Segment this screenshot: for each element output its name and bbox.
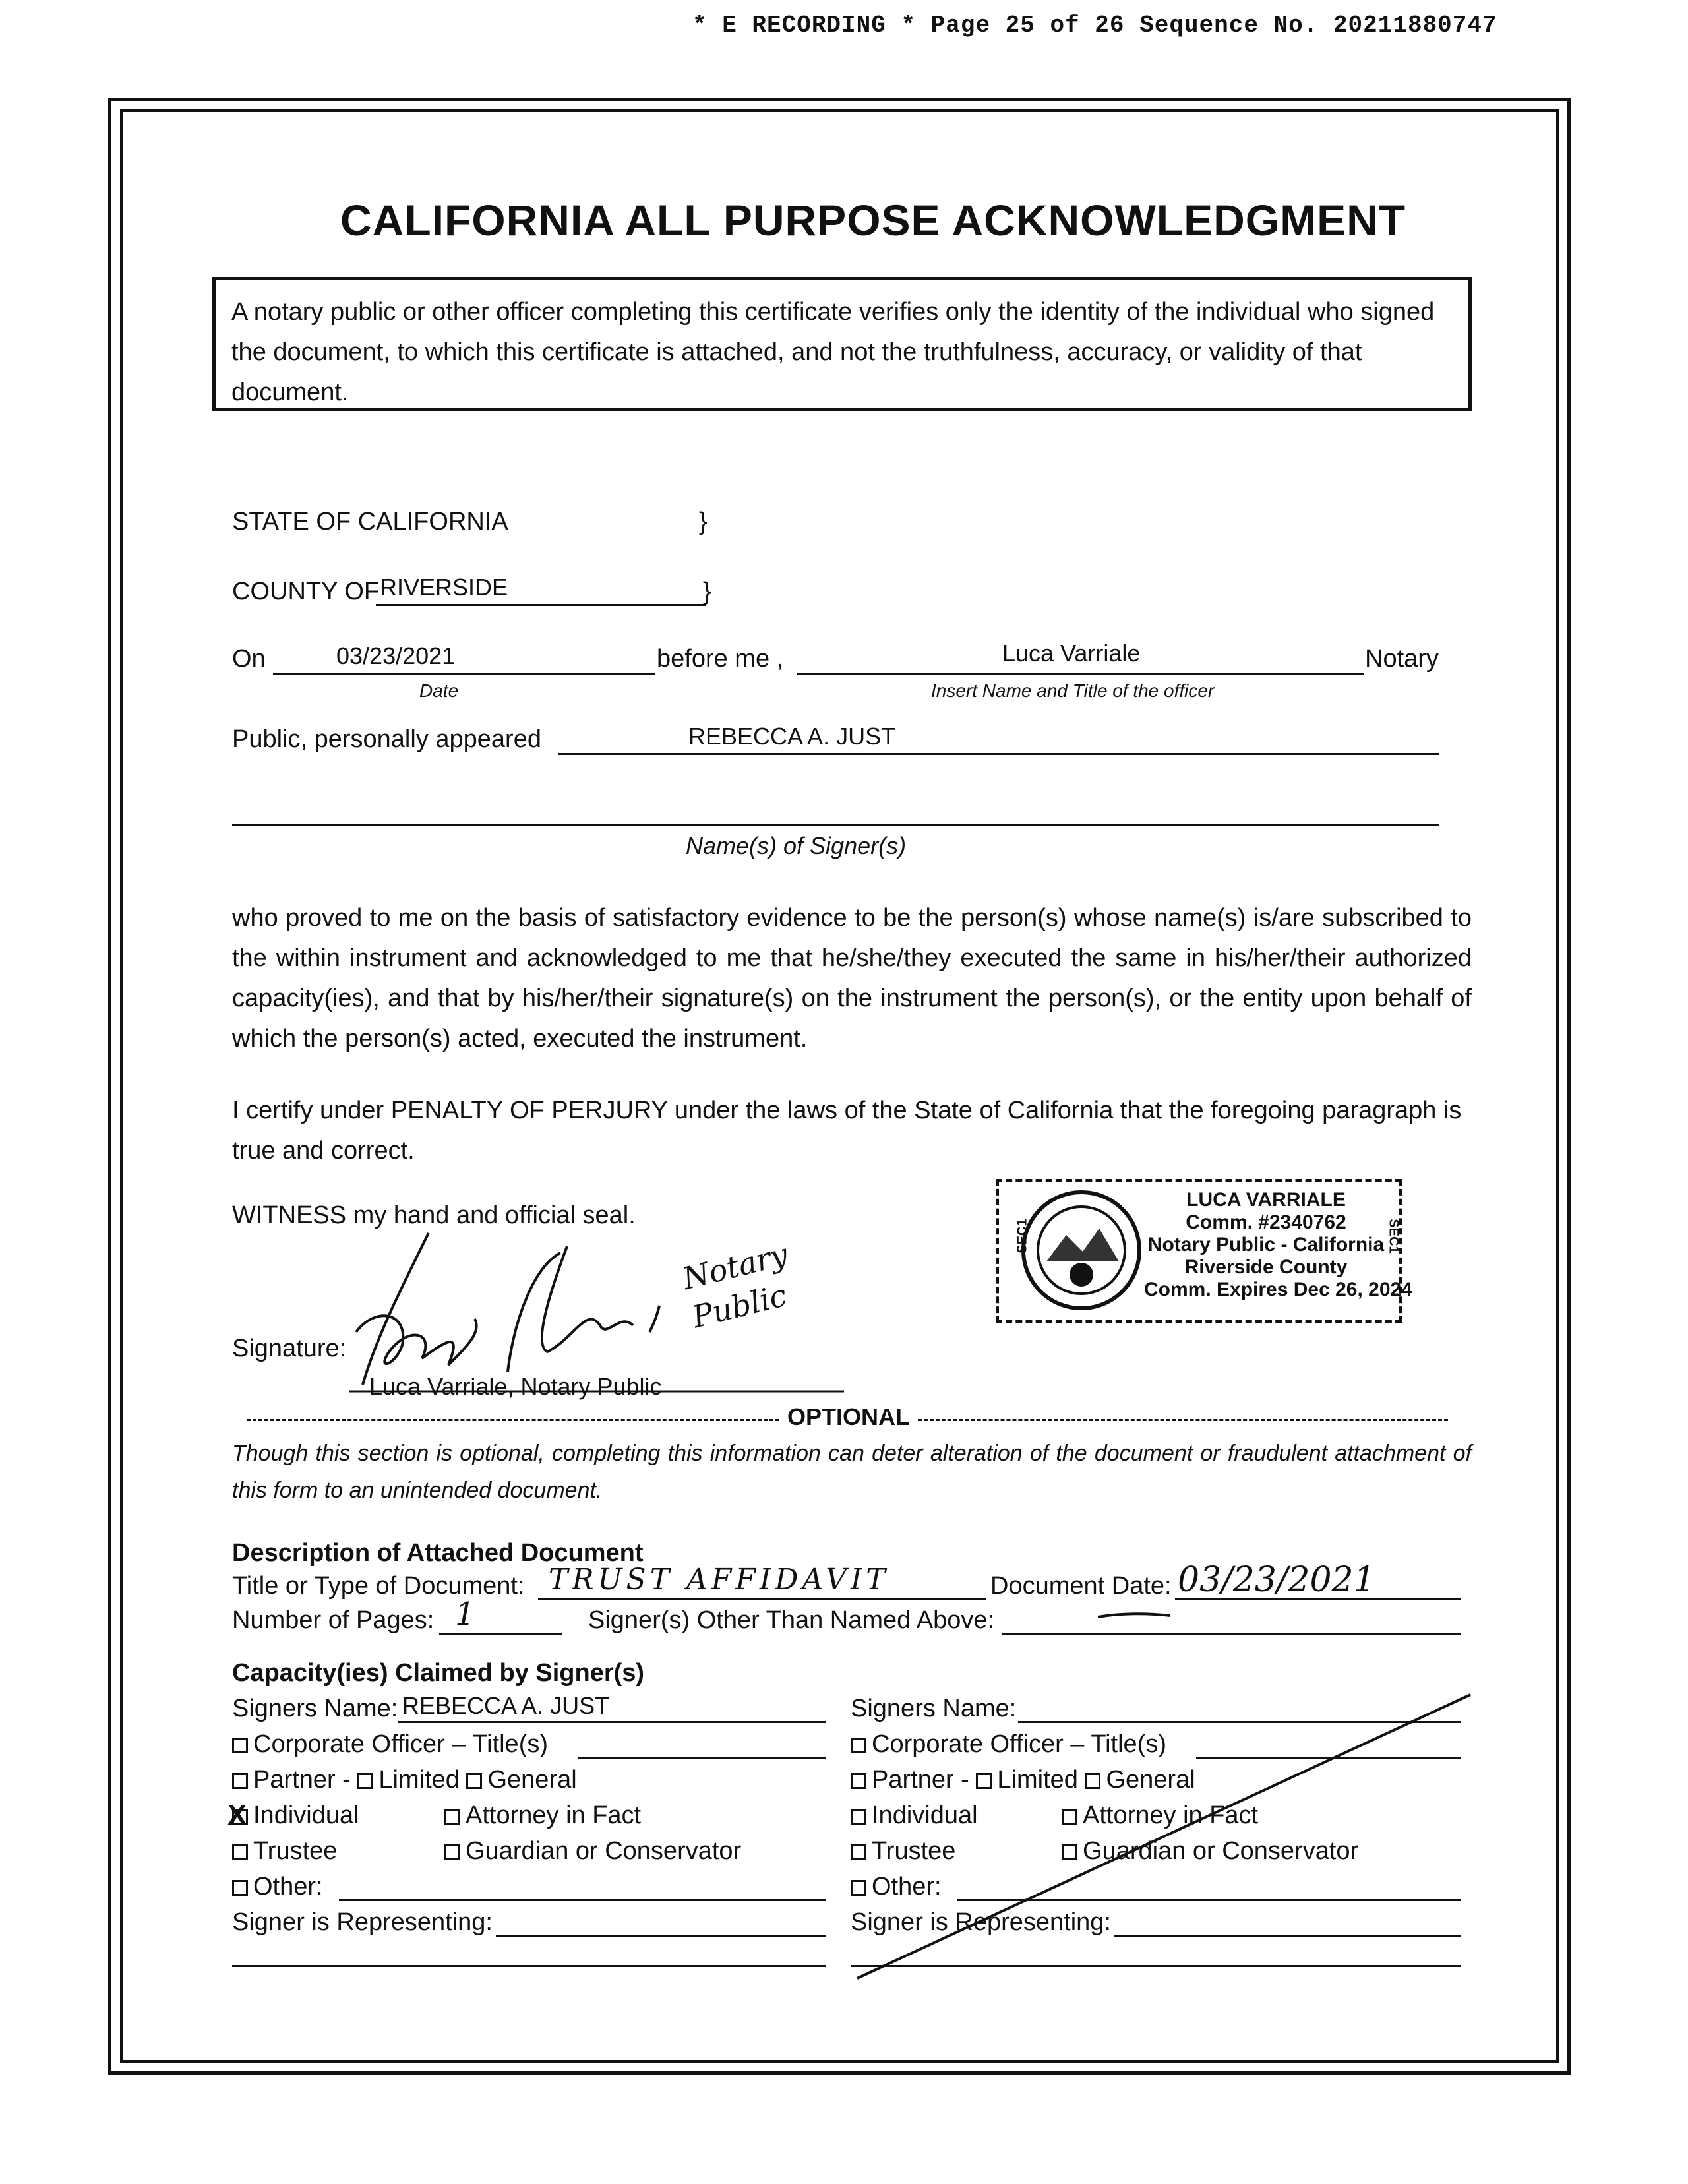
- right-corporate-officer[interactable]: Corporate Officer – Title(s): [851, 1730, 1166, 1759]
- date-line: [273, 673, 655, 675]
- left-other[interactable]: Other:: [232, 1873, 323, 1901]
- officer-value[interactable]: Luca Varriale: [1002, 640, 1141, 667]
- stamp-title: Notary Public - California: [1147, 1234, 1385, 1256]
- witness-label: WITNESS my hand and official seal.: [232, 1201, 636, 1229]
- left-representing-line: [496, 1935, 826, 1937]
- stamp-expires: Comm. Expires Dec 26, 2024: [1144, 1279, 1412, 1300]
- on-label: On: [232, 645, 266, 673]
- right-attorney[interactable]: Attorney in Fact: [1062, 1802, 1258, 1830]
- pages-line: [439, 1633, 562, 1635]
- proof-paragraph: who proved to me on the basis of satisfactory evidence to be the person(s) whose name(s) is/are subscribed to the within instrument and acknowledged to me that he/she/they executed the same in his/her/their authorized capacity(ies), and that by his/her/their signature(s) on the instrument the person(s), or the entity upon behalf of which the person(s) acted, executed the instrument.: [232, 904, 1472, 1052]
- right-other[interactable]: Other:: [851, 1873, 942, 1901]
- left-corporate-officer[interactable]: Corporate Officer – Title(s): [232, 1730, 548, 1759]
- signer-value[interactable]: REBECCA A. JUST: [688, 723, 896, 750]
- right-individual[interactable]: Individual: [851, 1802, 978, 1830]
- officer-caption: Insert Name and Title of the officer: [931, 681, 1215, 701]
- stamp-comm: Comm. #2340762: [1186, 1211, 1346, 1233]
- stamp-side-left: SEC1: [1015, 1219, 1030, 1254]
- other-signers-dash: [1095, 1609, 1174, 1622]
- doc-date-label: Document Date:: [990, 1572, 1172, 1600]
- left-individual-check-mark: X: [227, 1799, 247, 1831]
- left-attorney[interactable]: Attorney in Fact: [444, 1802, 641, 1830]
- disclaimer-box: [212, 277, 1472, 411]
- signer-line: [558, 753, 1439, 755]
- signature-handwritten-title: Notary Public: [678, 1236, 791, 1335]
- left-individual-checkbox[interactable]: [227, 1799, 248, 1831]
- pages-value[interactable]: 1: [455, 1596, 475, 1633]
- date-caption: Date: [419, 681, 459, 701]
- left-corporate-checkbox[interactable]: [232, 1738, 248, 1753]
- stamp-county: Riverside County: [1184, 1256, 1348, 1278]
- desc-heading: Description of Attached Document: [232, 1539, 644, 1567]
- left-representing-label: Signer is Representing:: [232, 1908, 493, 1936]
- county-value[interactable]: RIVERSIDE: [380, 574, 508, 601]
- left-individual[interactable]: X Individual: [227, 1799, 359, 1831]
- disclaimer-text: A notary public or other officer completing this certificate verifies only the identity of the individual who signed the document, to which this certificate is attached, and not the truthfulness, accuracy, or validity of that document.: [231, 298, 1435, 406]
- left-partner-row: Partner - Limited General: [232, 1766, 577, 1794]
- recording-header: * E RECORDING * Page 25 of 26 Sequence No. 20211880747: [692, 12, 1497, 39]
- other-signers-line: [1002, 1633, 1461, 1635]
- state-label: STATE OF CALIFORNIA: [232, 508, 508, 535]
- county-line: [376, 604, 706, 606]
- pages-label: Number of Pages:: [232, 1606, 435, 1634]
- state-brace: }: [699, 508, 708, 535]
- left-general-checkbox[interactable]: [466, 1773, 482, 1789]
- signature-label: Signature:: [232, 1335, 347, 1362]
- signature-caption: Luca Varriale, Notary Public: [369, 1373, 662, 1400]
- left-trustee[interactable]: Trustee: [232, 1837, 337, 1866]
- left-other-checkbox[interactable]: [232, 1880, 248, 1896]
- doc-date-value[interactable]: 03/23/2021: [1178, 1560, 1375, 1600]
- right-signers-name-label: Signers Name:: [851, 1695, 1017, 1722]
- left-partner-checkbox[interactable]: [232, 1773, 248, 1789]
- right-trustee[interactable]: Trustee: [851, 1837, 955, 1866]
- signers-caption: Name(s) of Signer(s): [686, 832, 907, 859]
- stamp-side-right: SEC1: [1386, 1219, 1401, 1254]
- right-representing-label: Signer is Representing:: [851, 1908, 1111, 1936]
- stamp-name: LUCA VARRIALE: [1186, 1189, 1346, 1211]
- right-partner-row: Partner - Limited General: [851, 1766, 1195, 1794]
- other-signers-label: Signer(s) Other Than Named Above:: [588, 1606, 995, 1634]
- officer-line: [797, 673, 1364, 675]
- capacity-heading: Capacity(ies) Claimed by Signer(s): [232, 1659, 645, 1687]
- optional-note: Though this section is optional, completing this information can deter alteration of the document or fraudulent attachment of this form to an unintended document.: [232, 1441, 1472, 1503]
- perjury-paragraph: I certify under PENALTY OF PERJURY under the laws of the State of California that the foregoing paragraph is true and correct.: [232, 1097, 1462, 1165]
- optional-dash-left: [247, 1419, 779, 1421]
- left-trustee-checkbox[interactable]: [232, 1844, 248, 1860]
- county-brace: }: [703, 578, 711, 605]
- left-signers-name-line: [398, 1721, 826, 1723]
- date-value[interactable]: 03/23/2021: [336, 642, 456, 669]
- notary-label: Notary: [1365, 645, 1439, 673]
- left-attorney-checkbox[interactable]: [444, 1809, 460, 1825]
- optional-dash-right: [918, 1419, 1448, 1421]
- optional-label: OPTIONAL: [787, 1403, 910, 1430]
- form-title: CALIFORNIA ALL PURPOSE ACKNOWLEDGMENT: [340, 196, 1406, 245]
- right-guardian[interactable]: Guardian or Conservator: [1062, 1837, 1358, 1866]
- appeared-label: Public, personally appeared: [232, 725, 541, 753]
- left-signers-name-value[interactable]: REBECCA A. JUST: [402, 1692, 610, 1719]
- right-column-strike: [851, 1688, 1484, 1985]
- left-signers-name-label: Signers Name:: [232, 1695, 398, 1722]
- left-guardian-checkbox[interactable]: [444, 1844, 460, 1860]
- left-guardian[interactable]: Guardian or Conservator: [444, 1837, 741, 1866]
- doc-title-label: Title or Type of Document:: [232, 1572, 525, 1600]
- before-me-label: before me ,: [657, 645, 784, 673]
- county-label: COUNTY OF: [232, 578, 380, 605]
- signer-line-2: [232, 824, 1439, 826]
- state-seal-icon: [1020, 1189, 1143, 1312]
- notary-stamp: [996, 1179, 1412, 1323]
- left-limited-checkbox[interactable]: [357, 1773, 373, 1789]
- doc-date-line: [1175, 1598, 1461, 1600]
- left-other-line: [339, 1899, 826, 1901]
- left-extra-line: [232, 1965, 826, 1967]
- left-corporate-line: [578, 1757, 826, 1759]
- doc-title-line: [538, 1598, 986, 1600]
- doc-title-value[interactable]: TRUST AFFIDAVIT: [549, 1563, 889, 1596]
